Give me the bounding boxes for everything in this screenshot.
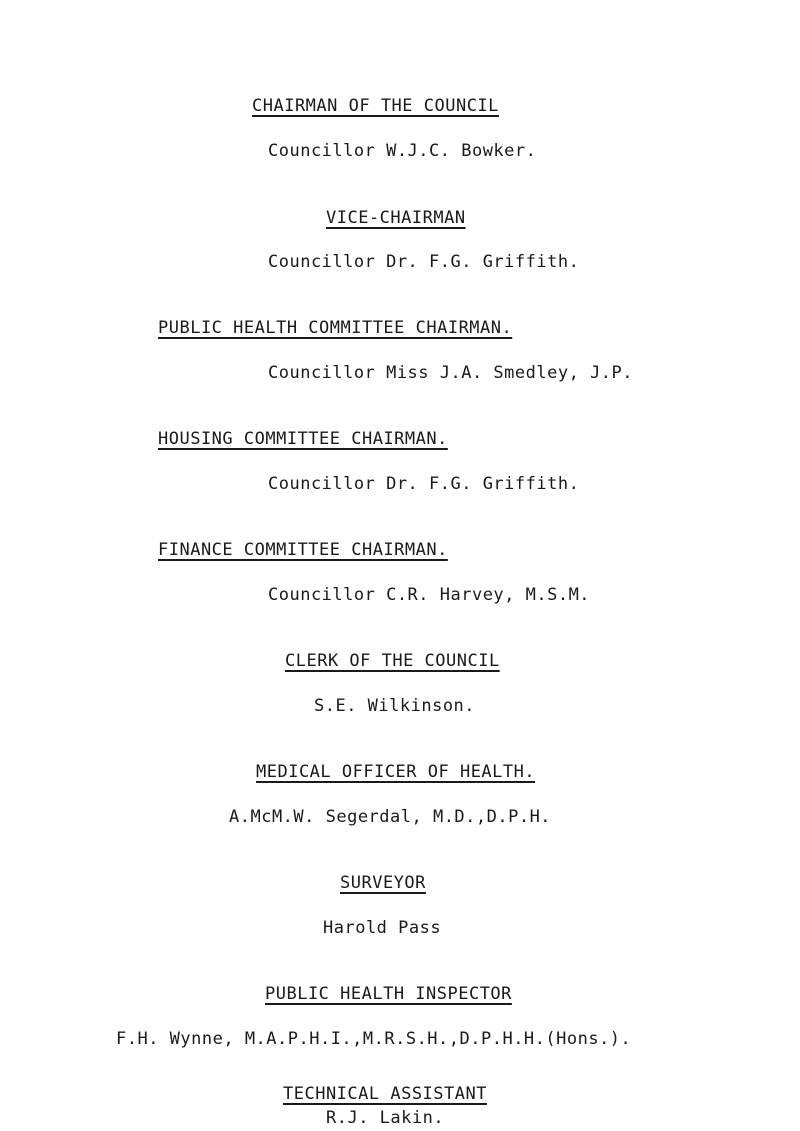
name-chairman: Councillor W.J.C. Bowker. bbox=[268, 141, 537, 161]
name-medical-officer: A.McM.W. Segerdal, M.D.,D.P.H. bbox=[229, 807, 552, 827]
name-public-health-committee: Councillor Miss J.A. Smedley, J.P. bbox=[268, 363, 633, 383]
heading-public-health-committee: PUBLIC HEALTH COMMITTEE CHAIRMAN. bbox=[158, 318, 513, 338]
name-health-inspector: F.H. Wynne, M.A.P.H.I.,M.R.S.H.,D.P.H.H.(Hons.). bbox=[116, 1029, 632, 1049]
name-technical-assistant: R.J. Lakin. bbox=[326, 1108, 445, 1128]
heading-medical-officer: MEDICAL OFFICER OF HEALTH. bbox=[256, 762, 536, 782]
heading-technical-assistant: TECHNICAL ASSISTANT bbox=[283, 1084, 487, 1104]
name-clerk: S.E. Wilkinson. bbox=[314, 696, 476, 716]
heading-chairman: CHAIRMAN OF THE COUNCIL bbox=[252, 96, 499, 116]
heading-housing-committee: HOUSING COMMITTEE CHAIRMAN. bbox=[158, 429, 448, 449]
heading-finance-committee: FINANCE COMMITTEE CHAIRMAN. bbox=[158, 540, 448, 560]
name-housing-committee: Councillor Dr. F.G. Griffith. bbox=[268, 474, 580, 494]
heading-vice-chairman: VICE-CHAIRMAN bbox=[326, 208, 466, 228]
heading-clerk: CLERK OF THE COUNCIL bbox=[285, 651, 500, 671]
name-finance-committee: Councillor C.R. Harvey, M.S.M. bbox=[268, 585, 591, 605]
name-surveyor: Harold Pass bbox=[323, 918, 442, 938]
heading-health-inspector: PUBLIC HEALTH INSPECTOR bbox=[265, 984, 512, 1004]
name-vice-chairman: Councillor Dr. F.G. Griffith. bbox=[268, 252, 580, 272]
heading-surveyor: SURVEYOR bbox=[340, 873, 426, 893]
